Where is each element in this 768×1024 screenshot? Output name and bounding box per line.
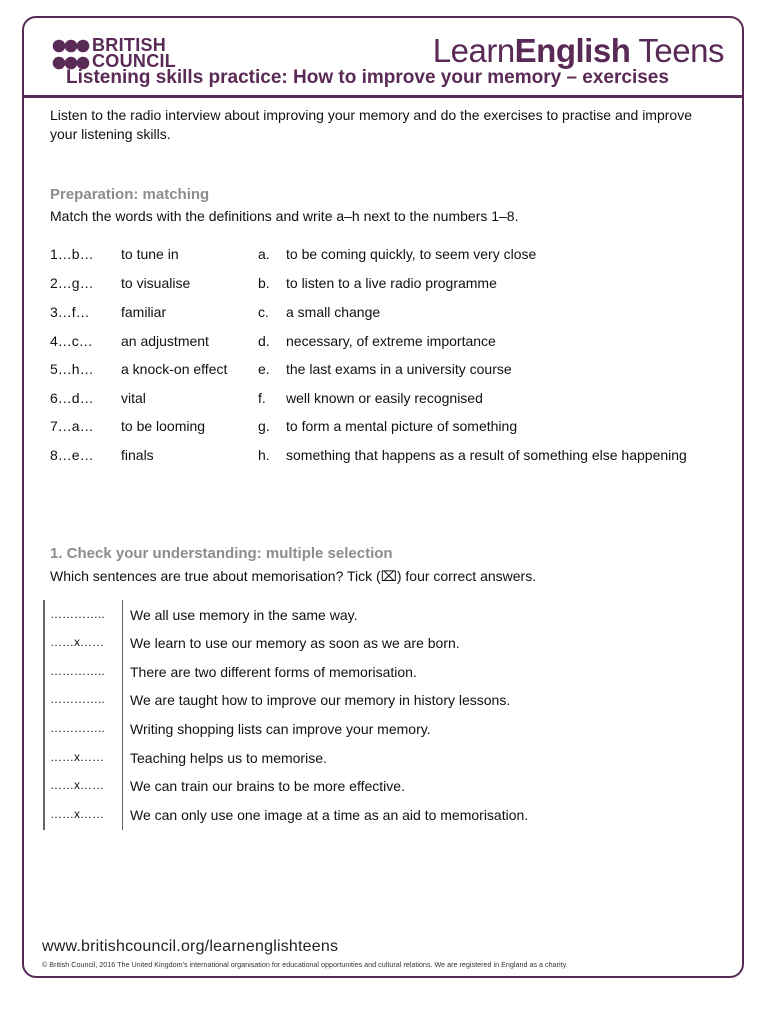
- tick-answer-field[interactable]: …………..: [50, 692, 105, 706]
- page-frame: [22, 16, 744, 978]
- tick-answer-field[interactable]: ……x……: [50, 635, 104, 649]
- answer-number: 7…a…: [50, 418, 94, 434]
- statement-text: We are taught how to improve our memory in history lessons.: [130, 692, 511, 708]
- exercise1-title: 1. Check your understanding: multiple selection: [50, 545, 393, 562]
- answer-number: 1…b…: [50, 246, 94, 262]
- definition-text: to be coming quickly, to seem very close: [286, 246, 537, 262]
- statement-text: We learn to use our memory as soon as we are born.: [130, 635, 460, 651]
- statement-text: We can train our brains to be more effective.: [130, 778, 405, 794]
- footer-url: www.britishcouncil.org/learnenglishteens: [42, 938, 339, 955]
- definition-letter: d.: [258, 333, 270, 349]
- org-line-1: BRITISH: [92, 35, 167, 55]
- definition-letter: a.: [258, 246, 270, 262]
- matching-word: to visualise: [121, 275, 191, 291]
- statement-text: Teaching helps us to memorise.: [130, 750, 327, 766]
- learnenglish-teens-brand: [433, 32, 724, 70]
- answer-number: 6…d…: [50, 390, 94, 406]
- matching-word: familiar: [121, 304, 167, 320]
- definition-text: necessary, of extreme importance: [286, 333, 496, 349]
- definition-text: a small change: [286, 304, 381, 320]
- preparation-title: Preparation: matching: [50, 186, 210, 203]
- definition-letter: g.: [258, 418, 270, 434]
- page-title: Listening skills practice: How to improve your memory – exercises: [66, 67, 669, 88]
- org-line-2: COUNCIL: [92, 51, 177, 71]
- answer-number: 2…g…: [50, 275, 94, 291]
- definition-text: the last exams in a university course: [286, 361, 512, 377]
- footer-copyright: © British Council, 2016 The United Kingdom's international organisation for educational opportunities and cultural relations. We are registered in England as a charity.: [42, 960, 568, 969]
- statement-text: Writing shopping lists can improve your memory.: [130, 721, 431, 737]
- brand-suffix: Teens: [630, 32, 724, 69]
- brand-bold: English: [514, 32, 631, 69]
- definition-text: to listen to a live radio programme: [286, 275, 497, 291]
- definition-letter: e.: [258, 361, 270, 377]
- matching-word: to be looming: [121, 418, 206, 434]
- matching-word: finals: [121, 447, 154, 463]
- brand-regular: Learn: [432, 32, 515, 69]
- exercise1-instruction: Which sentences are true about memorisation? Tick (⌧) four correct answers.: [50, 568, 537, 584]
- intro-text: Listen to the radio interview about improving your memory and do the exercises to practise and improve your listening skills.: [50, 107, 692, 142]
- statement-text: We can only use one image at a time as an aid to memorisation.: [130, 807, 529, 823]
- definition-letter: b.: [258, 275, 270, 291]
- tick-answer-field[interactable]: …………..: [50, 664, 105, 678]
- matching-word: to tune in: [121, 246, 179, 262]
- matching-word: an adjustment: [121, 333, 209, 349]
- answer-number: 3…f…: [50, 304, 90, 320]
- tick-column-divider: [122, 600, 123, 830]
- title-divider: [24, 95, 744, 98]
- statement-text: There are two different forms of memorisation.: [130, 664, 417, 680]
- answer-number: 4…c…: [50, 333, 93, 349]
- preparation-instruction: Match the words with the definitions and write a–h next to the numbers 1–8.: [50, 208, 519, 224]
- answer-number: 8…e…: [50, 447, 94, 463]
- matching-word: a knock-on effect: [121, 361, 228, 377]
- tick-answer-field[interactable]: ……x……: [50, 778, 104, 792]
- tick-answer-field[interactable]: …………..: [50, 721, 105, 735]
- tick-answer-field[interactable]: …………..: [50, 607, 105, 621]
- definition-letter: c.: [258, 304, 269, 320]
- british-council-wordmark: [92, 37, 176, 69]
- definition-letter: h.: [258, 447, 270, 463]
- matching-word: vital: [121, 390, 146, 406]
- definition-text: to form a mental picture of something: [286, 418, 518, 434]
- statement-text: We all use memory in the same way.: [130, 607, 358, 623]
- definition-letter: f.: [258, 390, 266, 406]
- definition-text: well known or easily recognised: [286, 390, 483, 406]
- tick-answer-field[interactable]: ……x……: [50, 807, 104, 821]
- definition-text: something that happens as a result of something else happening: [286, 447, 687, 463]
- answer-number: 5…h…: [50, 361, 94, 377]
- tick-column-left-rule: [43, 600, 45, 830]
- tick-answer-field[interactable]: ……x……: [50, 750, 104, 764]
